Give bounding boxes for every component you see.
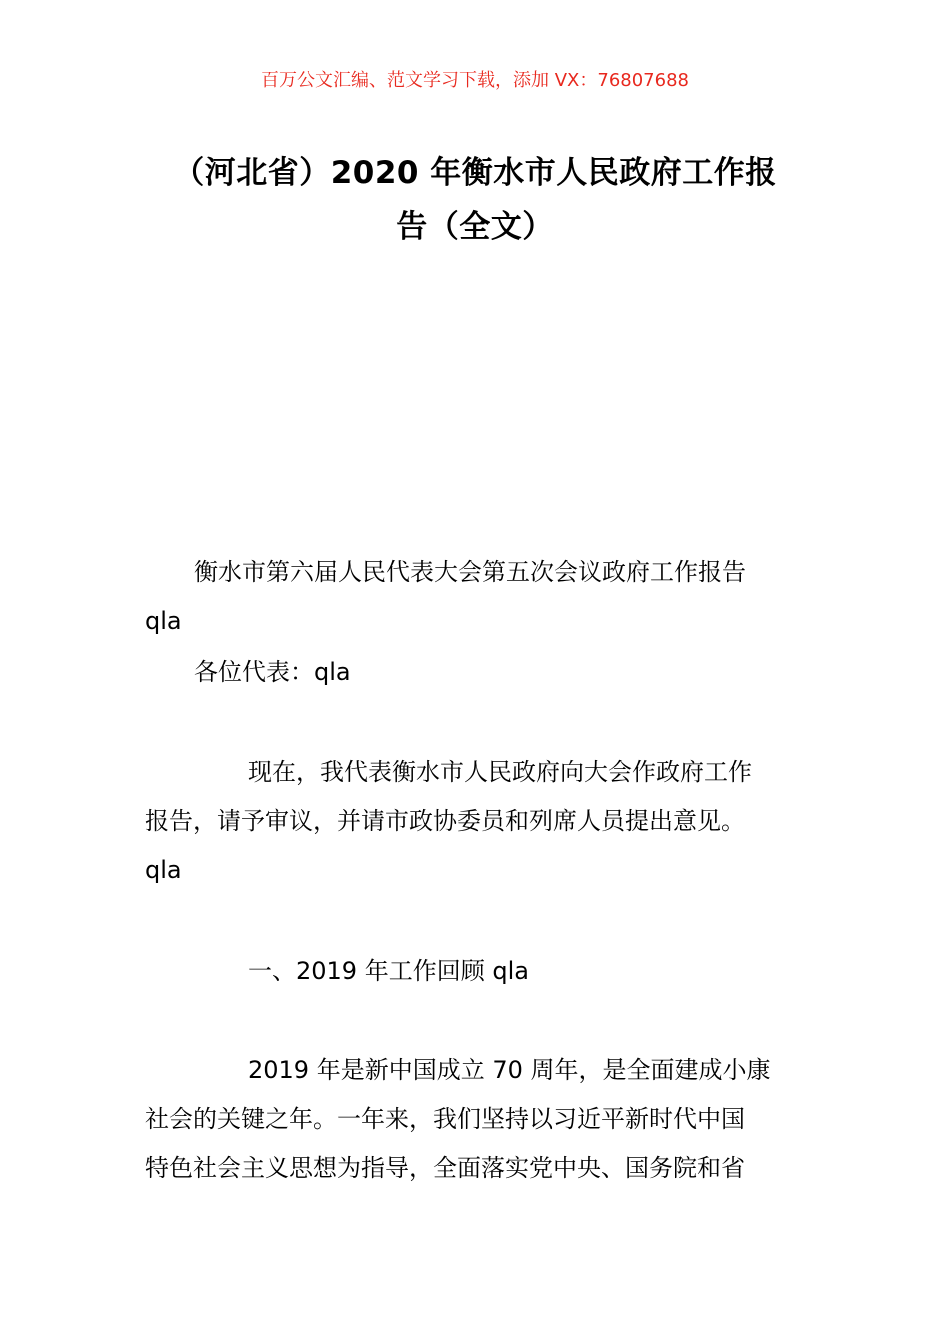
paragraph-line: 特色社会主义思想为指导，全面落实党中央、国务院和省: [145, 1154, 745, 1182]
paragraph-line: 社会的关键之年。一年来，我们坚持以习近平新时代中国: [145, 1105, 745, 1133]
paragraph-line: 报告，请予审议，并请市政协委员和列席人员提出意见。: [145, 807, 745, 835]
paragraph-line: qla: [145, 607, 182, 635]
title-line-2: 告（全文）: [396, 209, 554, 245]
section-heading: [145, 947, 810, 996]
paragraph-line: 衡水市第六届人民代表大会第五次会议政府工作报告: [194, 558, 746, 586]
paragraph-line: 现在，我代表衡水市人民政府向大会作政府工作: [248, 758, 752, 786]
paragraph-greeting: [145, 648, 810, 697]
paragraph-review: [145, 1046, 810, 1193]
paragraph-line: 2019 年是新中国成立 70 周年，是全面建成小康: [248, 1056, 771, 1084]
paragraph-session: [145, 548, 810, 646]
paragraph-line: qla: [145, 856, 182, 884]
paragraph-line: 各位代表：qla: [194, 658, 351, 686]
header-promo-note: 百万公文汇编、范文学习下载，添加 VX：76807688: [261, 70, 689, 91]
title-line-1: （河北省）2020 年衡水市人民政府工作报: [173, 155, 777, 191]
section-heading-text: 一、2019 年工作回顾 qla: [248, 957, 529, 985]
paragraph-report-intro: [145, 748, 810, 895]
document-title: [145, 146, 805, 254]
